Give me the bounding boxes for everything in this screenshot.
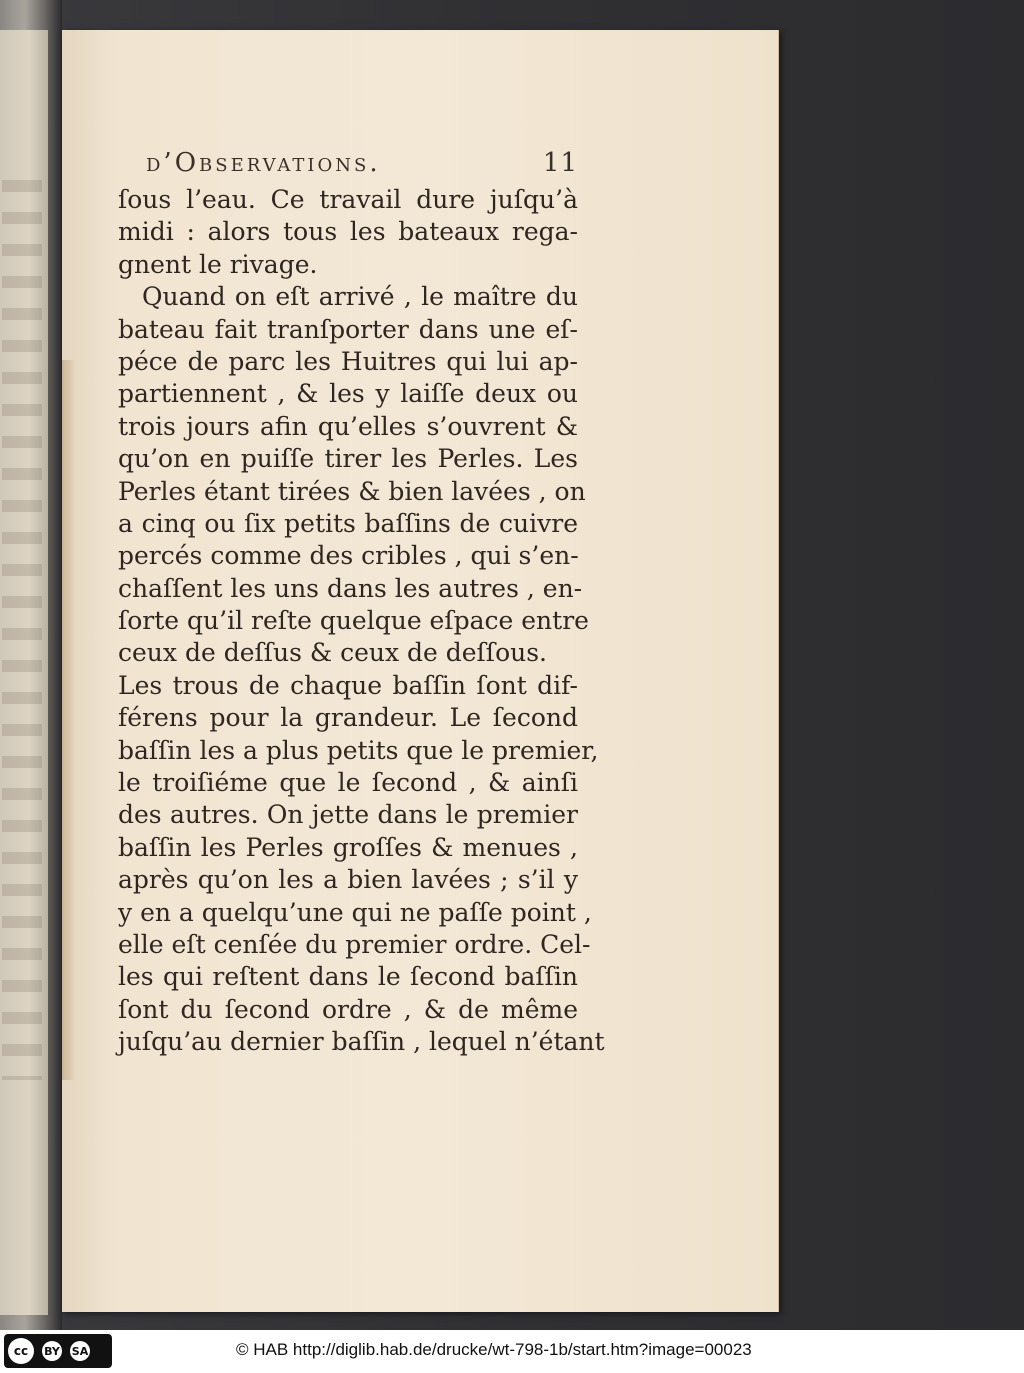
text-line: elle eſt cenſée du premier ordre. Cel- xyxy=(118,929,591,959)
copyright-link[interactable]: © HAB http://diglib.hab.de/drucke/wt-798-1b/start.htm?image=00023 xyxy=(236,1340,752,1359)
text-line: le troiſiéme que le ſecond , & ainſi xyxy=(118,768,578,798)
text-line: baſſin les Perles groſſes & menues , xyxy=(118,832,578,862)
text-line: juſqu’au dernier baſſin , lequel n’étant xyxy=(118,1027,605,1057)
facing-page-edge xyxy=(0,0,62,1330)
book-page xyxy=(62,30,779,1312)
text-line: y en a quelqu’une qui ne paſſe point , xyxy=(118,897,592,927)
text-line: ſorte qu’il reſte quelque eſpace entre xyxy=(118,606,589,636)
facing-page-ghost-text xyxy=(2,180,42,1080)
cc-icon: cc xyxy=(8,1338,34,1364)
page-number: 11 xyxy=(542,148,578,178)
page-text xyxy=(118,184,605,1059)
text-line: Quand on eſt arrivé , le maître du xyxy=(142,282,578,312)
text-line: Perles étant tirées & bien lavées , on xyxy=(118,476,586,506)
text-line: bateau fait tranſporter dans une eſ- xyxy=(118,314,578,344)
text-line: trois jours afin qu’elles s’ouvrent & xyxy=(118,411,578,441)
text-line: des autres. On jette dans le premier xyxy=(118,800,578,830)
text-line: ceux de deſſus & ceux de deſſous. xyxy=(118,638,547,668)
text-line: ſous l’eau. Ce travail dure juſqu’à xyxy=(118,185,578,214)
facing-page xyxy=(0,30,50,1315)
text-line: après qu’on les a bien lavées ; s’il y xyxy=(118,865,578,895)
page-stain xyxy=(62,360,76,1080)
text-line: midi : alors tous les bateaux rega- xyxy=(118,217,578,247)
text-line: férens pour la grandeur. Le ſecond xyxy=(118,703,578,733)
text-line: ſont du ſecond ordre , & de même xyxy=(118,994,578,1024)
text-line: chaſſent les uns dans les autres , en- xyxy=(118,573,583,603)
text-line: les qui reſtent dans le ſecond baſſin xyxy=(118,962,578,992)
text-line: Les trous de chaque baſſin ſont dif- xyxy=(118,670,578,700)
by-icon: BY xyxy=(42,1341,62,1361)
text-line: a cinq ou ſix petits baſſins de cuivre xyxy=(118,508,578,538)
footer-bar xyxy=(0,1330,1024,1373)
text-line: baſſin les a plus petits que le premier, xyxy=(118,735,599,765)
text-line: gnent le rivage. xyxy=(118,249,318,279)
text-line: percés comme des cribles , qui s’en- xyxy=(118,541,579,571)
sa-icon: SA xyxy=(70,1341,90,1361)
text-line: partiennent , & les y laiſſe deux ou xyxy=(118,379,578,409)
cc-by-sa-icon[interactable] xyxy=(4,1334,112,1368)
text-line: péce de parc les Huitres qui lui ap- xyxy=(118,346,578,376)
text-line: qu’on en puiſſe tirer les Perles. Les xyxy=(118,444,578,474)
running-head: d’Observations. xyxy=(146,148,381,178)
